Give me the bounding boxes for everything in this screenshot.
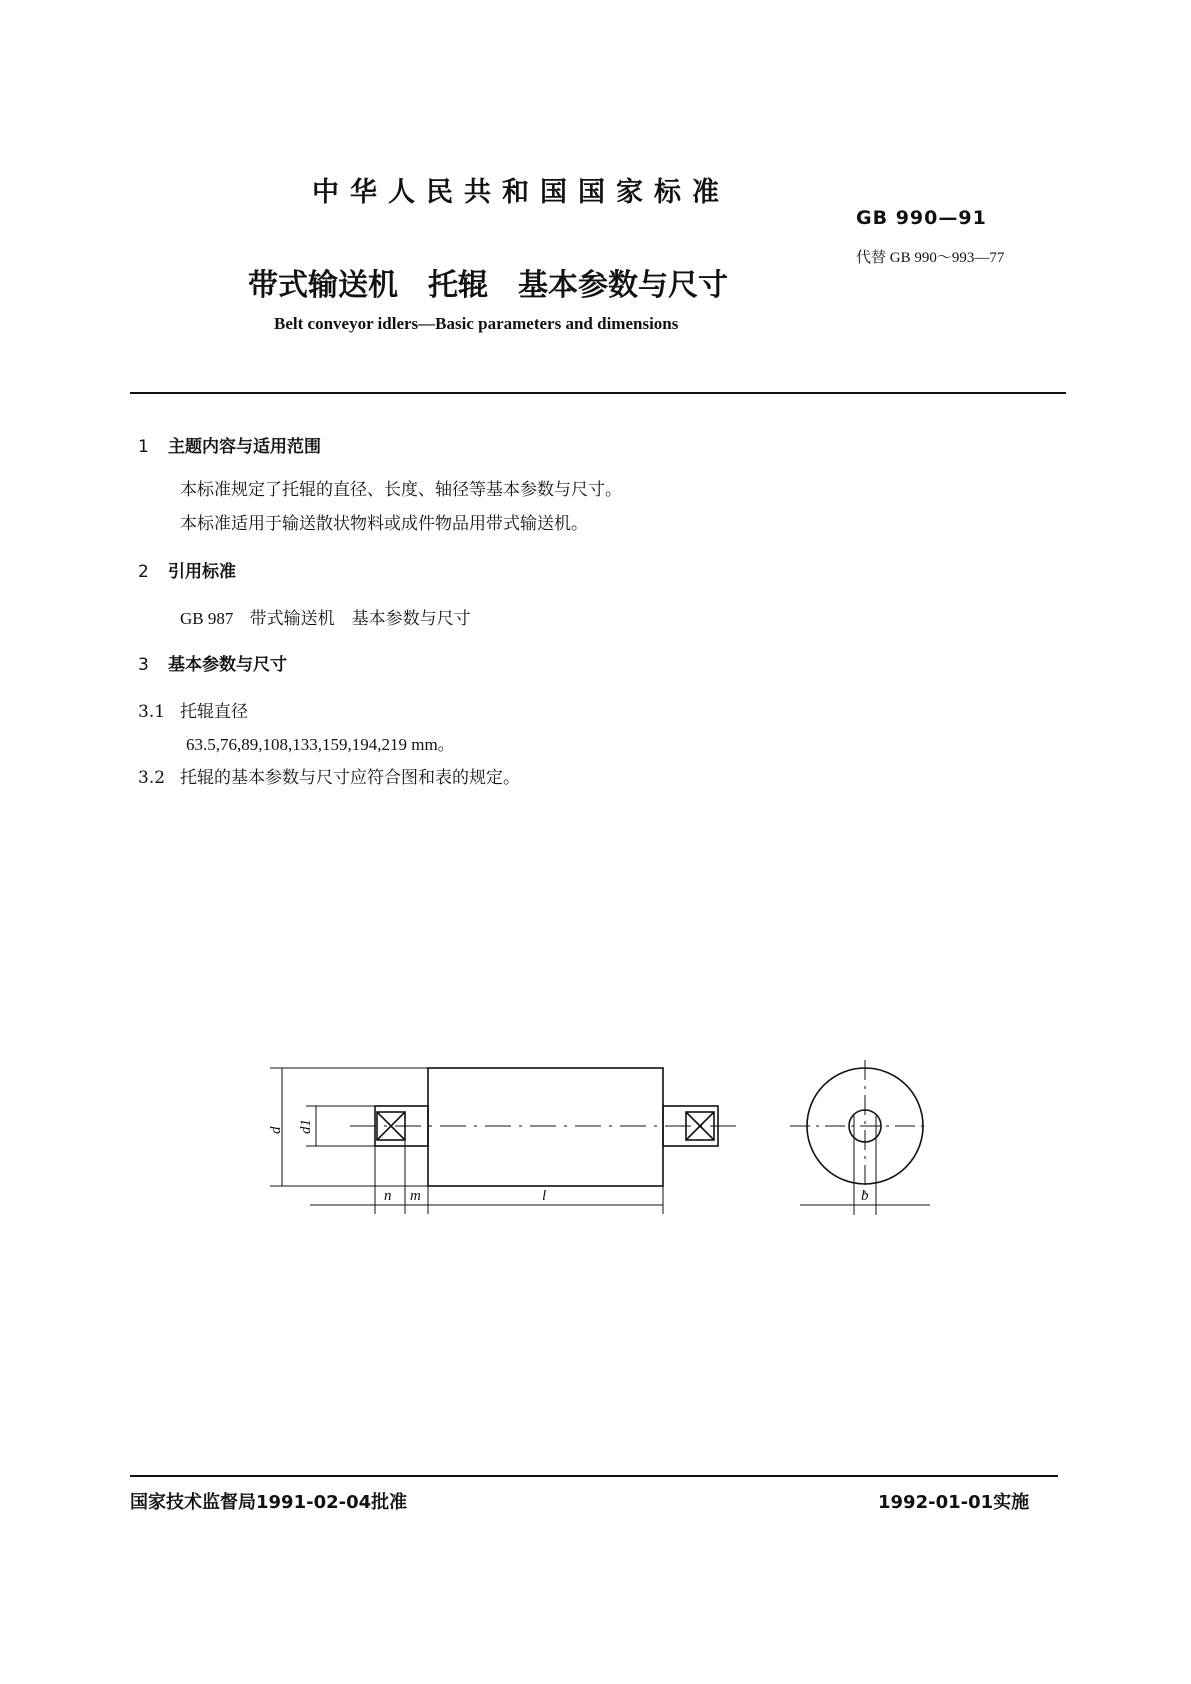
- section-2-number: 2: [138, 562, 149, 582]
- label-n: n: [384, 1188, 392, 1204]
- section-2-title: 引用标准: [168, 562, 236, 582]
- section-3-heading: [138, 650, 287, 675]
- section-1-heading: [138, 432, 321, 457]
- approval-date: 国家技术监督局1991-02-04批准: [130, 1492, 408, 1513]
- section-3-number: 3: [138, 655, 149, 675]
- section-2-heading: [138, 557, 236, 582]
- section-3-1-number: 3.1: [138, 702, 166, 722]
- label-m: m: [410, 1188, 421, 1204]
- roller-diameter-values: 63.5,76,89,108,133,159,194,219 mm。: [186, 735, 455, 754]
- section-1-paragraph-2: 本标准适用于输送散状物料或成件物品用带式输送机。: [180, 514, 588, 534]
- section-3-2-text: 托辊的基本参数与尺寸应符合图和表的规定。: [180, 768, 520, 788]
- header-divider: [130, 392, 1066, 394]
- section-2-reference: [180, 604, 471, 629]
- section-3-2-number: 3.2: [138, 768, 166, 788]
- section-3-1-heading: [138, 697, 248, 722]
- section-1-title: 主题内容与适用范围: [168, 437, 321, 457]
- section-1-paragraph-1: 本标准规定了托辊的直径、长度、轴径等基本参数与尺寸。: [180, 480, 622, 500]
- implementation-date: 1992-01-01实施: [878, 1492, 1030, 1513]
- reference-title: 带式输送机 基本参数与尺寸: [249, 609, 471, 629]
- reference-code: GB 987: [180, 609, 234, 628]
- replaces-note: 代替 GB 990～993—77: [856, 250, 1005, 266]
- roller-body: [428, 1068, 663, 1186]
- label-d: d: [268, 1126, 284, 1134]
- label-b: b: [861, 1188, 869, 1204]
- footer-divider: [130, 1475, 1058, 1477]
- section-1-number: 1: [138, 437, 149, 457]
- document-title: 带式输送机 托辊 基本参数与尺寸: [248, 268, 728, 303]
- label-l: l: [542, 1188, 547, 1204]
- idler-roller-drawing: [270, 1050, 930, 1250]
- label-d1: d1: [298, 1119, 314, 1134]
- section-3-1-title: 托辊直径: [180, 702, 248, 722]
- standard-number: GB 990—91: [856, 207, 987, 229]
- section-3-title: 基本参数与尺寸: [168, 655, 287, 675]
- english-title: Belt conveyor idlers—Basic parameters and dimensions: [274, 314, 679, 333]
- section-3-2-paragraph: [138, 763, 520, 788]
- national-standard-title: 中华人民共和国国家标准: [312, 177, 730, 208]
